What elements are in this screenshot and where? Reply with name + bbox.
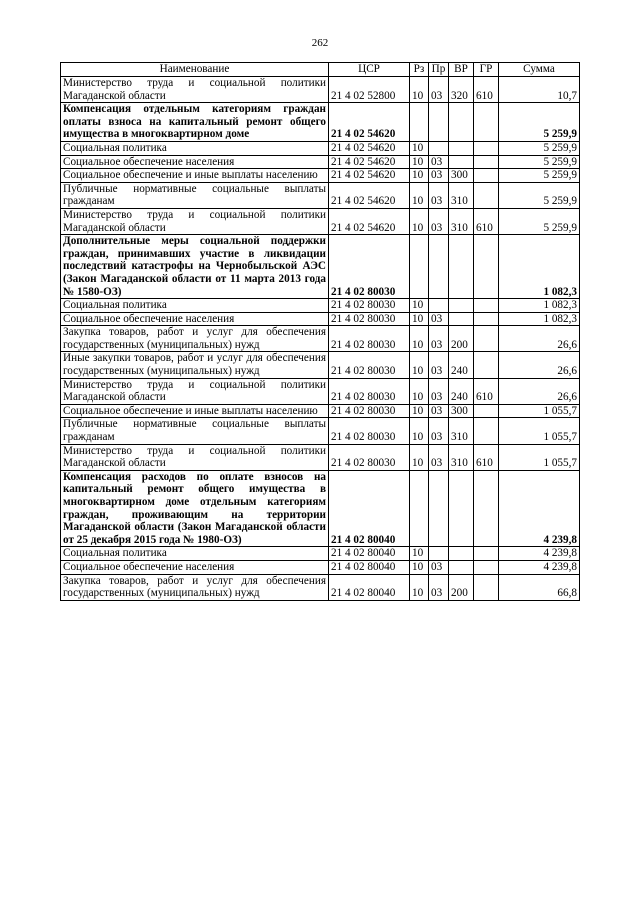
row-rz: 10 xyxy=(410,326,429,352)
row-vr: 200 xyxy=(449,326,474,352)
row-name: Иные закупки товаров, работ и услуг для обеспечения государственных (муниципальных) нужд xyxy=(61,352,329,378)
table-row xyxy=(61,378,580,404)
row-pr xyxy=(429,299,449,313)
row-sum: 26,6 xyxy=(499,326,580,352)
row-csr: 21 4 02 80040 xyxy=(329,470,410,547)
row-pr xyxy=(429,470,449,547)
row-rz: 10 xyxy=(410,182,429,208)
row-rz: 10 xyxy=(410,560,429,574)
row-csr: 21 4 02 54620 xyxy=(329,182,410,208)
row-csr: 21 4 02 80030 xyxy=(329,326,410,352)
table-row xyxy=(61,418,580,444)
row-vr xyxy=(449,103,474,142)
row-vr: 300 xyxy=(449,169,474,183)
row-pr: 03 xyxy=(429,352,449,378)
row-csr: 21 4 02 54620 xyxy=(329,169,410,183)
row-pr: 03 xyxy=(429,574,449,600)
row-rz xyxy=(410,235,429,299)
row-csr: 21 4 02 54620 xyxy=(329,155,410,169)
row-gr xyxy=(474,312,499,326)
row-rz: 10 xyxy=(410,169,429,183)
row-pr: 03 xyxy=(429,208,449,234)
row-vr: 240 xyxy=(449,378,474,404)
row-rz: 10 xyxy=(410,208,429,234)
header-name: Наименование xyxy=(61,63,329,77)
table-row xyxy=(61,182,580,208)
row-pr xyxy=(429,141,449,155)
row-sum: 66,8 xyxy=(499,574,580,600)
row-vr: 310 xyxy=(449,444,474,470)
row-sum: 4 239,8 xyxy=(499,547,580,561)
row-csr: 21 4 02 80030 xyxy=(329,299,410,313)
row-sum: 5 259,9 xyxy=(499,208,580,234)
table-row xyxy=(61,208,580,234)
table-row xyxy=(61,141,580,155)
header-rz: Рз xyxy=(410,63,429,77)
table-row xyxy=(61,470,580,547)
row-vr: 310 xyxy=(449,418,474,444)
row-vr: 310 xyxy=(449,208,474,234)
row-rz: 10 xyxy=(410,141,429,155)
row-gr xyxy=(474,141,499,155)
row-name: Социальная политика xyxy=(61,141,329,155)
row-csr: 21 4 02 80030 xyxy=(329,444,410,470)
row-sum: 1 082,3 xyxy=(499,235,580,299)
row-csr: 21 4 02 52800 xyxy=(329,77,410,103)
row-sum: 5 259,9 xyxy=(499,155,580,169)
table-row xyxy=(61,312,580,326)
row-name: Министерство труда и социальной политики Магаданской области xyxy=(61,77,329,103)
row-pr: 03 xyxy=(429,404,449,418)
row-gr xyxy=(474,560,499,574)
row-pr: 03 xyxy=(429,182,449,208)
row-csr: 21 4 02 80030 xyxy=(329,235,410,299)
row-rz: 10 xyxy=(410,299,429,313)
row-gr xyxy=(474,352,499,378)
row-gr xyxy=(474,404,499,418)
row-vr xyxy=(449,155,474,169)
header-gr: ГР xyxy=(474,63,499,77)
row-sum: 26,6 xyxy=(499,378,580,404)
table-row xyxy=(61,560,580,574)
row-gr xyxy=(474,299,499,313)
row-name: Компенсация расходов по оплате взносов на капитальный ремонт общего имущества в многоквартирном доме отдельным категориям граждан, проживающим на территории Магаданской области (Закон Магаданской области от 25 декабря 2015 года № 1980-ОЗ) xyxy=(61,470,329,547)
row-name: Социальная политика xyxy=(61,299,329,313)
row-gr xyxy=(474,418,499,444)
row-pr xyxy=(429,547,449,561)
budget-table xyxy=(60,62,580,601)
row-name: Министерство труда и социальной политики Магаданской области xyxy=(61,208,329,234)
row-gr xyxy=(474,547,499,561)
row-csr: 21 4 02 80030 xyxy=(329,352,410,378)
row-sum: 1 055,7 xyxy=(499,418,580,444)
row-sum: 5 259,9 xyxy=(499,169,580,183)
row-gr: 610 xyxy=(474,77,499,103)
table-row xyxy=(61,169,580,183)
row-sum: 5 259,9 xyxy=(499,103,580,142)
row-name: Министерство труда и социальной политики Магаданской области xyxy=(61,444,329,470)
table-header-row xyxy=(61,63,580,77)
row-pr: 03 xyxy=(429,312,449,326)
row-vr: 310 xyxy=(449,182,474,208)
row-sum: 10,7 xyxy=(499,77,580,103)
table-row xyxy=(61,155,580,169)
row-vr xyxy=(449,312,474,326)
row-pr: 03 xyxy=(429,444,449,470)
row-name: Компенсация отдельным категориям граждан оплаты взноса на капитальный ремонт общего имущества в многоквартирном доме xyxy=(61,103,329,142)
page-number: 262 xyxy=(311,37,329,49)
row-pr: 03 xyxy=(429,326,449,352)
row-csr: 21 4 02 54620 xyxy=(329,141,410,155)
row-pr: 03 xyxy=(429,378,449,404)
row-csr: 21 4 02 80030 xyxy=(329,418,410,444)
row-csr: 21 4 02 80030 xyxy=(329,404,410,418)
row-vr: 320 xyxy=(449,77,474,103)
row-pr: 03 xyxy=(429,77,449,103)
row-name: Министерство труда и социальной политики Магаданской области xyxy=(61,378,329,404)
row-csr: 21 4 02 80040 xyxy=(329,547,410,561)
table-row xyxy=(61,444,580,470)
header-csr: ЦСР xyxy=(329,63,410,77)
row-gr xyxy=(474,326,499,352)
row-rz: 10 xyxy=(410,378,429,404)
row-name: Социальное обеспечение населения xyxy=(61,312,329,326)
row-vr xyxy=(449,470,474,547)
table-row xyxy=(61,547,580,561)
row-gr xyxy=(474,470,499,547)
row-name: Социальное обеспечение и иные выплаты населению xyxy=(61,404,329,418)
row-rz xyxy=(410,103,429,142)
row-sum: 1 055,7 xyxy=(499,444,580,470)
row-pr: 03 xyxy=(429,155,449,169)
row-rz: 10 xyxy=(410,404,429,418)
row-gr xyxy=(474,182,499,208)
row-vr xyxy=(449,141,474,155)
row-rz: 10 xyxy=(410,77,429,103)
row-gr xyxy=(474,169,499,183)
row-rz: 10 xyxy=(410,155,429,169)
row-csr: 21 4 02 80040 xyxy=(329,560,410,574)
row-vr: 200 xyxy=(449,574,474,600)
header-pr: Пр xyxy=(429,63,449,77)
row-rz xyxy=(410,470,429,547)
table-row xyxy=(61,326,580,352)
row-sum: 1 055,7 xyxy=(499,404,580,418)
row-pr xyxy=(429,103,449,142)
row-rz: 10 xyxy=(410,418,429,444)
table-row xyxy=(61,404,580,418)
row-gr: 610 xyxy=(474,208,499,234)
row-sum: 1 082,3 xyxy=(499,299,580,313)
row-sum: 5 259,9 xyxy=(499,141,580,155)
row-gr: 610 xyxy=(474,378,499,404)
row-gr xyxy=(474,574,499,600)
row-rz: 10 xyxy=(410,312,429,326)
row-name: Социальное обеспечение и иные выплаты населению xyxy=(61,169,329,183)
row-csr: 21 4 02 80040 xyxy=(329,574,410,600)
row-name: Закупка товаров, работ и услуг для обеспечения государственных (муниципальных) нужд xyxy=(61,574,329,600)
row-name: Дополнительные меры социальной поддержки граждан, принимавших участие в ликвидации последствий катастрофы на Чернобыльской АЭС (Закон Магаданской области от 11 марта 2013 года № 1580-ОЗ) xyxy=(61,235,329,299)
row-name: Социальное обеспечение населения xyxy=(61,155,329,169)
row-vr xyxy=(449,547,474,561)
row-gr xyxy=(474,155,499,169)
row-gr xyxy=(474,235,499,299)
header-sum: Сумма xyxy=(499,63,580,77)
row-rz: 10 xyxy=(410,574,429,600)
row-vr xyxy=(449,299,474,313)
row-name: Публичные нормативные социальные выплаты гражданам xyxy=(61,418,329,444)
row-name: Социальное обеспечение населения xyxy=(61,560,329,574)
row-name: Закупка товаров, работ и услуг для обеспечения государственных (муниципальных) нужд xyxy=(61,326,329,352)
row-sum: 4 239,8 xyxy=(499,560,580,574)
row-rz: 10 xyxy=(410,547,429,561)
row-pr: 03 xyxy=(429,418,449,444)
row-name: Социальная политика xyxy=(61,547,329,561)
row-csr: 21 4 02 80030 xyxy=(329,312,410,326)
row-csr: 21 4 02 54620 xyxy=(329,208,410,234)
row-sum: 1 082,3 xyxy=(499,312,580,326)
row-pr: 03 xyxy=(429,169,449,183)
row-vr xyxy=(449,235,474,299)
row-sum: 26,6 xyxy=(499,352,580,378)
table-row xyxy=(61,299,580,313)
row-sum: 4 239,8 xyxy=(499,470,580,547)
table-row xyxy=(61,103,580,142)
row-vr: 240 xyxy=(449,352,474,378)
row-gr xyxy=(474,103,499,142)
row-csr: 21 4 02 54620 xyxy=(329,103,410,142)
header-vr: ВР xyxy=(449,63,474,77)
row-csr: 21 4 02 80030 xyxy=(329,378,410,404)
table-row xyxy=(61,574,580,600)
table-row xyxy=(61,235,580,299)
row-sum: 5 259,9 xyxy=(499,182,580,208)
table-body xyxy=(61,77,580,601)
row-vr xyxy=(449,560,474,574)
row-pr: 03 xyxy=(429,560,449,574)
row-rz: 10 xyxy=(410,444,429,470)
row-pr xyxy=(429,235,449,299)
table-row xyxy=(61,352,580,378)
row-rz: 10 xyxy=(410,352,429,378)
table-row xyxy=(61,77,580,103)
row-gr: 610 xyxy=(474,444,499,470)
row-vr: 300 xyxy=(449,404,474,418)
row-name: Публичные нормативные социальные выплаты гражданам xyxy=(61,182,329,208)
